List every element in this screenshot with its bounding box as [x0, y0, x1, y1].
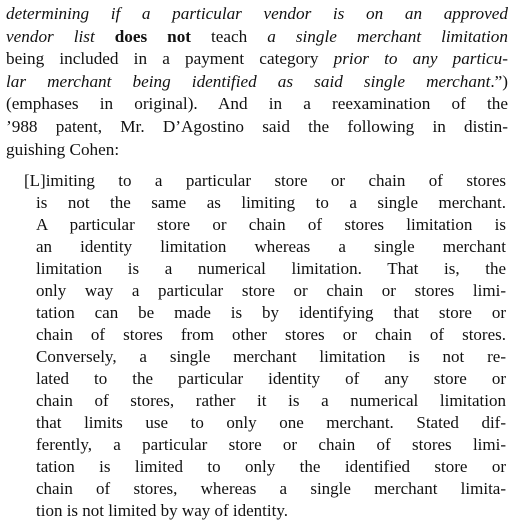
- quote-line: A particular store or chain of stores limitation is: [36, 215, 506, 235]
- text-segment: teach: [191, 26, 268, 46]
- text-segment: guishing Cohen:: [6, 139, 120, 159]
- paragraph-line: [6, 26, 508, 49]
- quote-line: limitation is a numerical limitation. That is, the: [36, 259, 506, 279]
- text-segment: being included in a payment category: [6, 49, 334, 69]
- paragraph-line: [6, 139, 508, 162]
- quote-line: chain of stores, rather it is a numerical limitation: [36, 391, 506, 411]
- quote-line: an identity limitation whereas a single merchant: [36, 237, 506, 257]
- quote-line: tation can be made is by identifying that store or: [36, 303, 506, 323]
- paragraph-line: [6, 93, 508, 116]
- top-paragraph: [6, 3, 508, 161]
- quote-line: ferently, a particular store or chain of stores limi-: [36, 435, 506, 455]
- quote-line: is not the same as limiting to a single merchant.: [36, 193, 506, 213]
- quote-line: [L]imiting to a particular store or chain of stores: [24, 171, 506, 191]
- text-segment: (emphases in original). And in a reexamination of the: [6, 94, 508, 114]
- block-quote: [6, 170, 508, 522]
- text-segment: vendor list: [6, 26, 115, 46]
- quote-line: chain of stores from other stores or chain of stores.: [36, 325, 506, 345]
- quote-line: chain of stores, whereas a single merchant limita-: [36, 479, 506, 499]
- text-segment: determining if a particular vendor is on an approved: [6, 4, 508, 23]
- text-segment: .”): [490, 71, 508, 91]
- quote-line: lated to the particular identity of any store or: [36, 369, 506, 389]
- paragraph-line: [6, 3, 508, 26]
- quote-line: that limits use to only one merchant. Stated dif-: [36, 413, 506, 433]
- paragraph-line: [6, 116, 508, 139]
- quote-line: Conversely, a single merchant limitation is not re-: [36, 347, 506, 367]
- quote-line: only way a particular store or chain or stores limi-: [36, 281, 506, 301]
- paragraph-line: [6, 48, 508, 71]
- text-segment: ’988 patent, Mr. D’Agostino said the following in distin-: [6, 116, 508, 136]
- text-segment: prior to any particu-: [333, 49, 508, 69]
- quote-line: tion is not limited by way of identity.: [36, 501, 288, 521]
- text-segment: lar merchant being identified as said single merchant: [6, 71, 491, 91]
- text-segment: does not: [114, 26, 192, 46]
- quote-line: tation is limited to only the identified store or: [36, 457, 506, 477]
- text-segment: a single merchant limitation: [267, 26, 508, 46]
- paragraph-line: [6, 71, 508, 94]
